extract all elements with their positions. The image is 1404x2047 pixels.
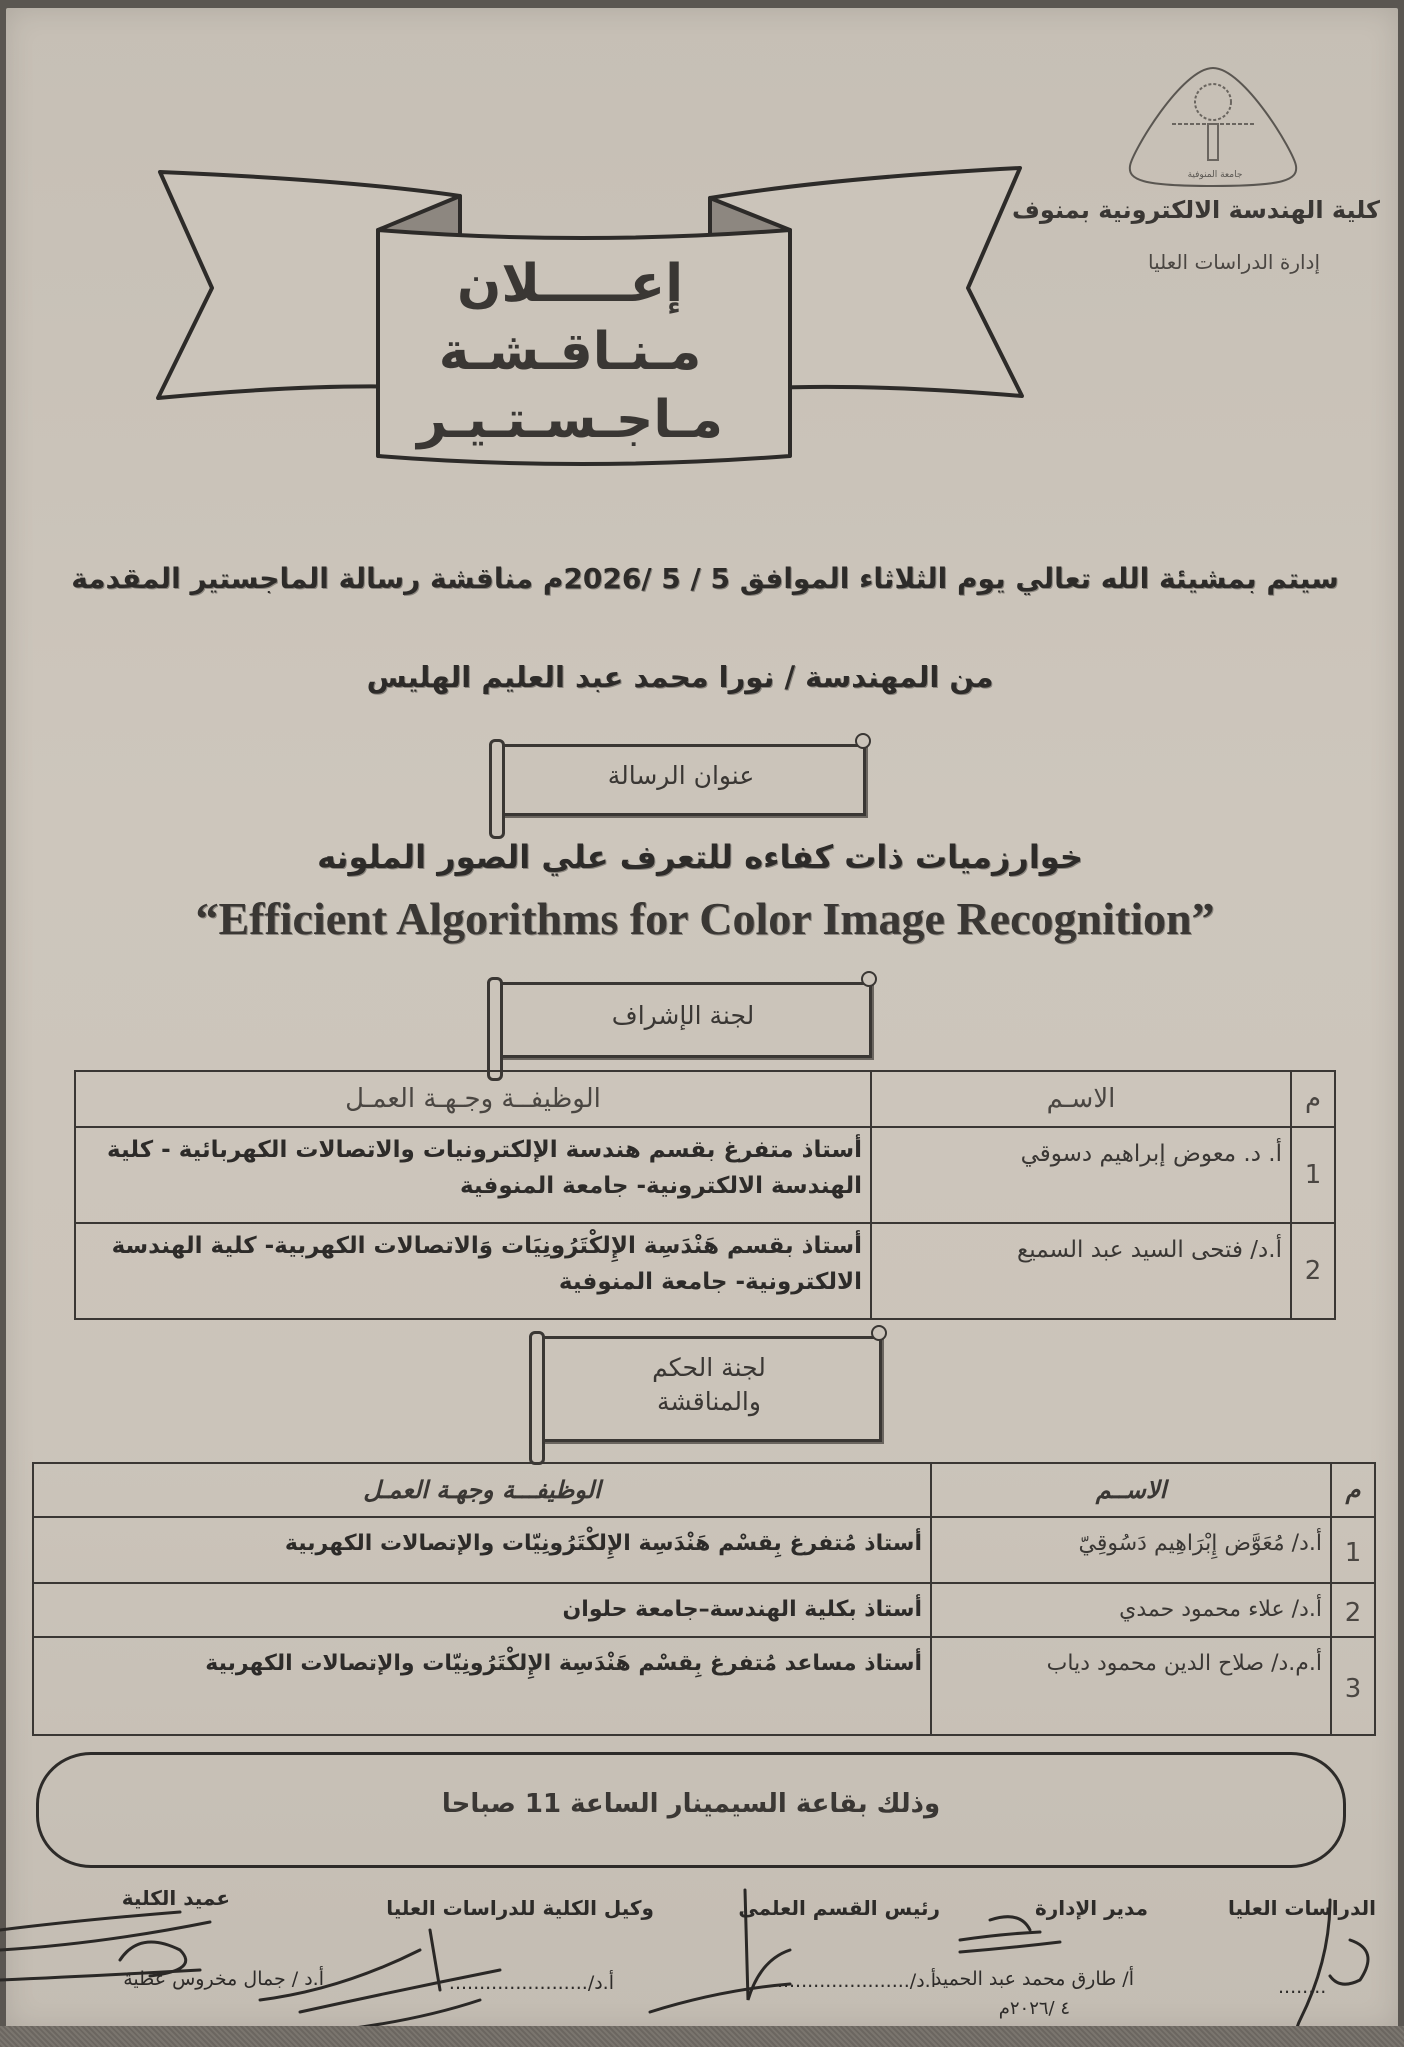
header-job: الوظيفــة وجـهـة العمـل <box>75 1071 871 1127</box>
supervision-table <box>74 1070 1336 1320</box>
announcement-intro: سيتم بمشيئة الله تعالي يوم الثلاثاء الموافق 5 / 5 /2026م مناقشة رسالة الماجستير المقدمة <box>71 562 1339 595</box>
scroll-knob-icon <box>855 733 871 749</box>
row-name: أ. د. معوض إبراهيم دسوقي <box>871 1127 1291 1223</box>
signature-title-dean: عميد الكلية <box>121 1886 230 1910</box>
candidate-name: من المهندسة / نورا محمد عبد العليم الهليس <box>366 660 994 694</box>
table-header-row <box>75 1071 1335 1127</box>
jury-label-line1: لجنة الحكم <box>652 1353 766 1382</box>
header-name: الاسـم <box>871 1071 1291 1127</box>
signature-name-graduate-studies: ........ <box>1278 1976 1327 1998</box>
row-name: أ.د/ مُعَوَّض إِبْرَاهِيم دَسُوقِيّ <box>931 1517 1331 1583</box>
signature-name-vice-dean: أ.د/....................... <box>448 1972 614 1994</box>
jury-table <box>32 1462 1376 1736</box>
row-job: أستاذ مساعد مُتفرغ بِقسْم هَنْدَسِة الإِلكْتَرُونِيّات والإتصالات الكهربية <box>33 1637 931 1735</box>
row-job: أستاذ متفرغ بقسم هندسة الإلكترونيات والاتصالات الكهربائية - كلية الهندسة الالكترونية- جامعة المنوفية <box>75 1127 871 1223</box>
table-row <box>33 1583 1375 1637</box>
department-name: إدارة الدراسات العليا <box>1148 250 1320 274</box>
header-num: م <box>1331 1463 1375 1517</box>
row-name: أ.د/ علاء محمود حمدي <box>931 1583 1331 1637</box>
header-name: الاســم <box>931 1463 1331 1517</box>
jury-label-line2: والمناقشة <box>657 1387 761 1416</box>
signature-title-vice-dean: وكيل الكلية للدراسات العليا <box>386 1896 654 1920</box>
row-job: أستاذ مُتفرغ بِقسْم هَنْدَسِة الإِلكْتَرُونِيّات والإتصالات الكهربية <box>33 1517 931 1583</box>
header-job: الوظيفـــة وجهـة العمـل <box>33 1463 931 1517</box>
table-row <box>75 1223 1335 1319</box>
signature-title-department-head: رئيس القسم العلمى <box>738 1896 940 1920</box>
banner-line-masters: مـاجـسـتـيـر <box>417 390 723 450</box>
header-num: م <box>1291 1071 1335 1127</box>
table-row <box>75 1127 1335 1223</box>
venue-oval <box>36 1752 1346 1868</box>
thesis-title-label: عنوان الرسالة <box>607 761 755 790</box>
signature-date: ٤ /٢٠٢٦م <box>998 1998 1070 2019</box>
row-num: 1 <box>1291 1127 1335 1223</box>
row-num: 2 <box>1331 1583 1375 1637</box>
thesis-title-english: “Efficient Algorithms for Color Image Recognition” <box>195 893 1215 944</box>
jury-label-box <box>536 1336 882 1442</box>
row-num: 2 <box>1291 1223 1335 1319</box>
table-row <box>33 1517 1375 1583</box>
supervision-label-box <box>494 982 872 1058</box>
row-num: 1 <box>1331 1517 1375 1583</box>
table-row <box>33 1637 1375 1735</box>
signature-title-admin-director: مدير الإدارة <box>1034 1896 1148 1920</box>
row-job: أستاذ بكلية الهندسة–جامعة حلوان <box>33 1583 931 1637</box>
row-job: أستاذ بقسم هَنْدَسِة الإِلكْتَرُونِيَات وَالاتصالات الكهربية- كلية الهندسة الالكترونية- جامعة المنوفية <box>75 1223 871 1319</box>
scanner-bed-edge <box>0 2026 1404 2047</box>
banner-title <box>380 250 760 454</box>
signature-title-graduate-studies: الدراسات العليا <box>1227 1896 1376 1920</box>
signature-name-admin-director: أ/ طارق محمد عبد الحميد <box>932 1968 1134 1990</box>
scroll-knob-icon <box>871 1325 887 1341</box>
supervision-label: لجنة الإشراف <box>611 1001 755 1030</box>
thesis-title-arabic: خوارزميات ذات كفاءه للتعرف علي الصور الملونه <box>317 838 1083 876</box>
banner-line-announcement: إعـــــلان <box>456 254 684 314</box>
scroll-knob-icon <box>861 971 877 987</box>
signature-name-dean: أ.د / جمال مخروس عطية <box>123 1968 324 1990</box>
row-num: 3 <box>1331 1637 1375 1735</box>
venue-text: وذلك بقاعة السيمينار الساعة 11 صباحا <box>441 1789 941 1819</box>
jury-label <box>539 1351 879 1419</box>
thesis-title-label-box <box>496 744 866 816</box>
banner-line-discussion: مـنـاقـشـة <box>438 322 702 382</box>
college-name: كلية الهندسة الالكترونية بمنوف <box>1012 196 1380 224</box>
signature-name-department-head: أ.د/...................... <box>776 1970 936 1992</box>
table-header-row <box>33 1463 1375 1517</box>
row-name: أ.د/ فتحى السيد عبد السميع <box>871 1223 1291 1319</box>
row-name: أ.م.د/ صلاح الدين محمود دياب <box>931 1637 1331 1735</box>
logo-caption: جامعة المنوفية <box>1187 170 1243 180</box>
